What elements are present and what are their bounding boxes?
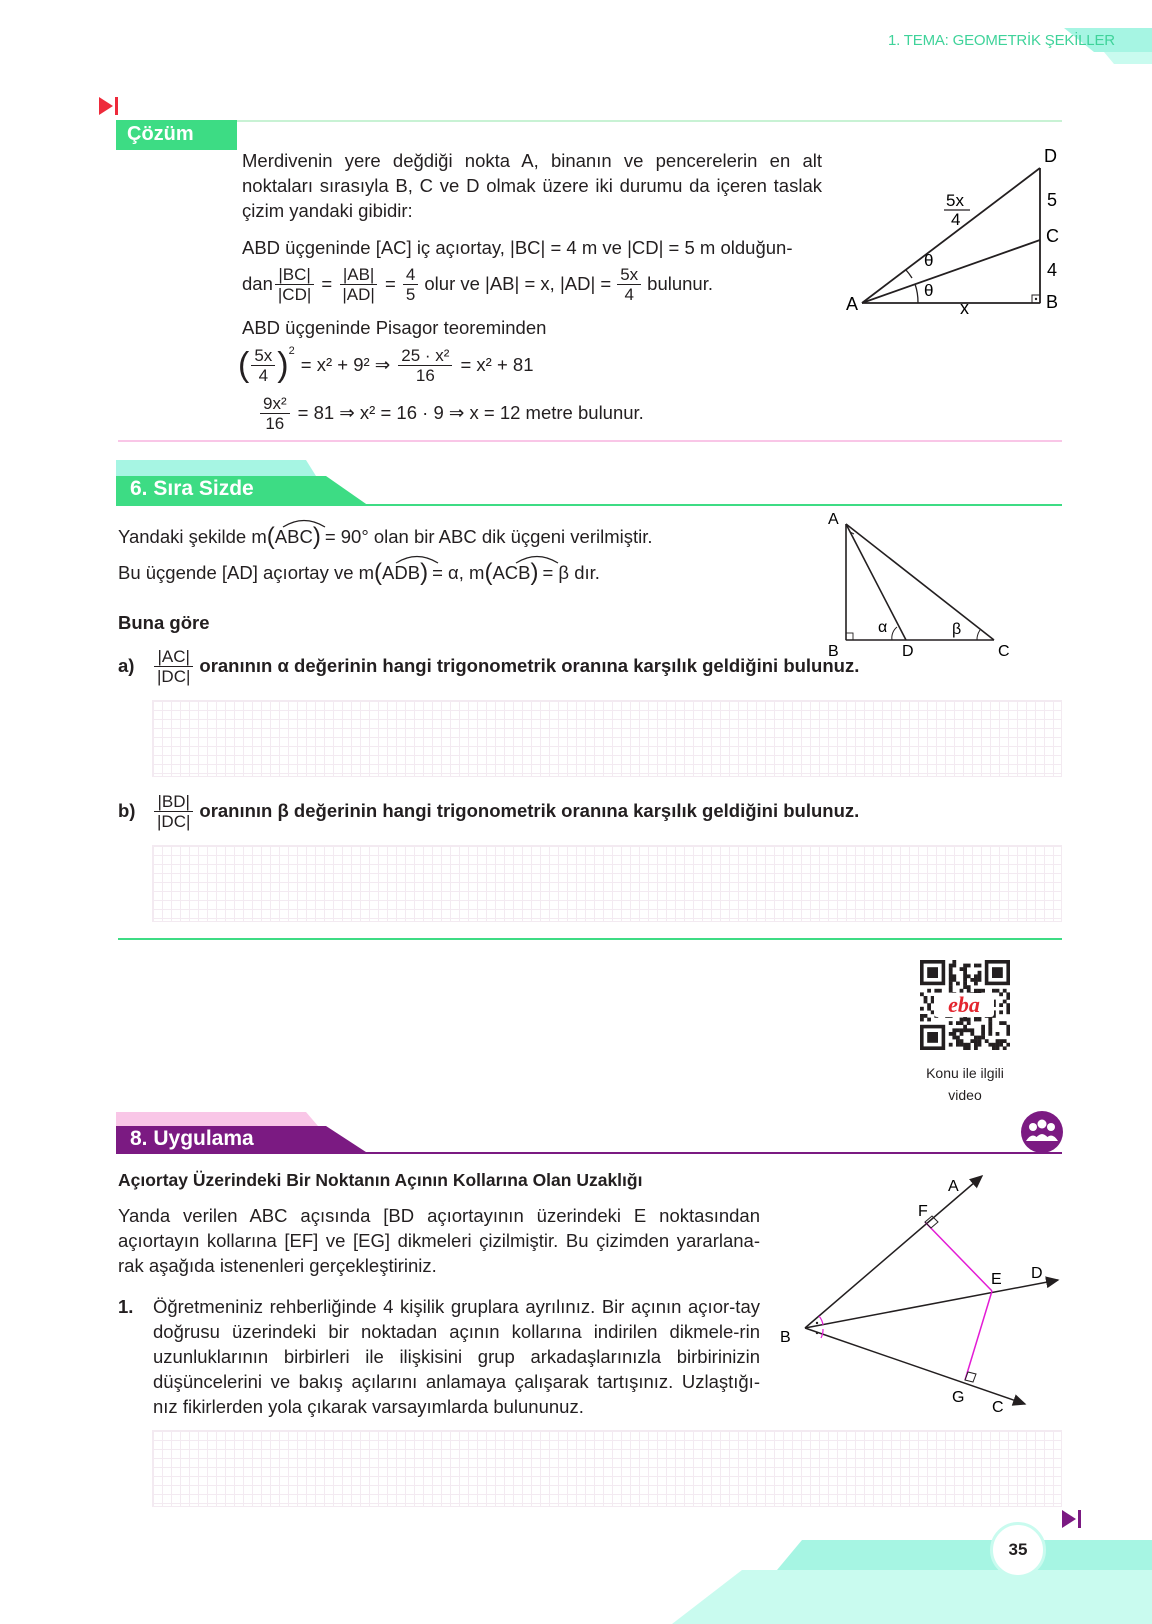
item1-number: 1. bbox=[118, 1296, 134, 1317]
question-a-text: oranının α değerinin hangi trigonometrik oranına karşılık geldiğini bulunuz. bbox=[199, 655, 860, 676]
label-a: A bbox=[828, 511, 839, 528]
segment-ef bbox=[925, 1222, 992, 1291]
label-a: A bbox=[846, 294, 859, 314]
eba-logo bbox=[934, 993, 994, 1017]
label-d: D bbox=[1044, 148, 1057, 166]
label-g: G bbox=[952, 1389, 965, 1406]
equals-sign: = bbox=[316, 273, 338, 294]
section6-line1 bbox=[118, 523, 653, 550]
segment-ac bbox=[862, 240, 1040, 303]
label-e: E bbox=[991, 1271, 1002, 1288]
theme-label: 1. TEMA: GEOMETRİK ŞEKİLLER bbox=[888, 32, 1115, 49]
section6-title: 6. Sıra Sizde bbox=[130, 477, 254, 500]
section6-header-shape bbox=[116, 460, 1066, 508]
text: Yandaki şekilde m bbox=[118, 526, 267, 547]
label-d: D bbox=[1031, 1265, 1043, 1282]
frac-bc-cd bbox=[275, 265, 314, 304]
angle-arc-upper bbox=[906, 270, 912, 278]
frac-num: 25 · x² bbox=[398, 346, 452, 366]
right-angle-mark bbox=[846, 633, 853, 640]
label-theta-lower: θ bbox=[924, 281, 934, 300]
solution-paragraph1: Merdivenin yere değdiği nokta A, binanın ve pencerelerin en alt noktaları sırasıyla B, C ve D olmak üzere iki durumu da içeren taslak çizim yandaki gibidir: bbox=[242, 150, 822, 221]
paren: ( bbox=[484, 559, 493, 586]
label-b: B bbox=[828, 643, 839, 660]
label-cb: 4 bbox=[1047, 260, 1058, 280]
paren: ) bbox=[312, 523, 321, 550]
frac-num: 5x bbox=[617, 265, 641, 285]
eq1-rhs: = x² + 9² ⇒ bbox=[300, 354, 391, 375]
label-ad-num: 5x bbox=[946, 191, 964, 210]
frac-den: |DC| bbox=[157, 811, 191, 831]
paren-close: ) bbox=[277, 346, 289, 384]
footer-shape bbox=[632, 1540, 1152, 1624]
answer-area-8[interactable] bbox=[152, 1430, 1062, 1507]
eq1-tail: = x² + 81 bbox=[460, 354, 534, 375]
answer-area-b[interactable] bbox=[152, 845, 1062, 922]
frac-5x-4-eq bbox=[251, 346, 275, 385]
beta-arc bbox=[977, 630, 980, 640]
frac-num: |BC| bbox=[275, 265, 313, 285]
section6-prompt: Buna göre bbox=[118, 612, 210, 633]
qr-caption-line2: video bbox=[948, 1087, 982, 1103]
segment-ad bbox=[846, 524, 906, 640]
paren-open: ( bbox=[238, 346, 250, 384]
next-page-arrow-icon bbox=[1062, 1508, 1084, 1530]
arrow-marker-icon bbox=[99, 95, 121, 117]
text: Bu üçgende [AD] açıortay ve m bbox=[118, 562, 375, 583]
angle-abc: ABC bbox=[274, 526, 313, 547]
section6-bottom-rule bbox=[118, 938, 1062, 940]
frac-den: |CD| bbox=[277, 284, 312, 304]
label-b: B bbox=[1046, 292, 1059, 312]
ratio-mid: olur ve |AB| = x, |AD| = bbox=[424, 273, 612, 294]
question-b-text: oranının β değerinin hangi trigonometrik oranına karşılık geldiğini bulunuz. bbox=[199, 800, 860, 821]
ratio-prefix: dan bbox=[242, 273, 273, 294]
paren: ( bbox=[374, 559, 383, 586]
section8-item1 bbox=[118, 1294, 760, 1419]
frac-25x2-16 bbox=[398, 346, 452, 385]
eba-logo-text: eba bbox=[948, 992, 980, 1017]
question-a bbox=[118, 640, 859, 692]
label-c: C bbox=[1046, 226, 1059, 246]
text: = 90° olan bir ABC dik üçgeni verilmiştir. bbox=[324, 526, 653, 547]
label-alpha: α bbox=[878, 619, 888, 636]
angle-hat-icon bbox=[281, 518, 327, 528]
angle-hat-icon bbox=[514, 554, 560, 564]
angle-arc-lower bbox=[915, 284, 918, 303]
frac-ab-ad bbox=[339, 265, 377, 304]
ray-bc bbox=[805, 1328, 1025, 1404]
ratio-suffix: bulunur. bbox=[647, 273, 714, 294]
frac-bd-dc bbox=[154, 792, 193, 831]
solution-title: Çözüm bbox=[127, 123, 194, 145]
angle-acb: ACB bbox=[492, 562, 531, 583]
question-a-label: a) bbox=[118, 655, 135, 676]
label-c: C bbox=[992, 1399, 1004, 1416]
paren: ( bbox=[266, 523, 275, 550]
frac-num: |BD| bbox=[154, 792, 192, 812]
section8-header-shape bbox=[116, 1112, 1066, 1160]
frac-num: 5x bbox=[251, 346, 275, 366]
page-number-badge bbox=[990, 1522, 1046, 1578]
section8-subtitle: Açıortay Üzerindeki Bir Noktanın Açının Kollarına Olan Uzaklığı bbox=[118, 1170, 643, 1190]
solution-top-rule bbox=[118, 120, 1062, 122]
eq2-tail: = 81 ⇒ x² = 16 · 9 ⇒ x = 12 metre bulunur. bbox=[297, 402, 644, 423]
segment-eg bbox=[965, 1291, 992, 1380]
segment-ac bbox=[846, 524, 994, 640]
frac-num: 9x² bbox=[260, 394, 290, 414]
text: = β dır. bbox=[542, 562, 600, 583]
solution-eq2 bbox=[258, 390, 858, 436]
angle-bisector-diagram bbox=[780, 1170, 1070, 1420]
paren: ) bbox=[420, 559, 429, 586]
solution-eq1 bbox=[238, 342, 838, 388]
label-d: D bbox=[902, 643, 914, 660]
question-b bbox=[118, 785, 859, 837]
angle-hat-icon bbox=[394, 554, 440, 564]
qr-caption-line1: Konu ile ilgili bbox=[926, 1065, 1004, 1081]
frac-den: 16 bbox=[415, 365, 435, 385]
label-dc: 5 bbox=[1047, 190, 1058, 210]
page-number: 35 bbox=[1008, 1540, 1028, 1559]
group-work-icon bbox=[1020, 1110, 1064, 1154]
frac-den: 16 bbox=[265, 413, 285, 433]
label-b: B bbox=[780, 1329, 791, 1346]
frac-num: |AC| bbox=[154, 647, 192, 667]
ray-bd bbox=[805, 1280, 1058, 1328]
ray-ba bbox=[805, 1176, 982, 1328]
frac-den: |DC| bbox=[157, 666, 191, 686]
solution-line2: ABD üçgeninde [AC] iç açıortay, |BC| = 4 m ve |CD| = 5 m olduğun- bbox=[242, 237, 793, 258]
superscript: 2 bbox=[288, 345, 295, 357]
frac-5x-4 bbox=[617, 265, 641, 304]
solution-line4: ABD üçgeninde Pisagor teoreminden bbox=[242, 317, 547, 338]
paren: ) bbox=[530, 559, 539, 586]
frac-ac-dc bbox=[154, 647, 193, 686]
alpha-arc bbox=[892, 627, 897, 640]
angle-arc-upper bbox=[819, 1316, 823, 1325]
solution-bottom-rule bbox=[118, 440, 1062, 442]
angle-adb: ADB bbox=[382, 562, 421, 583]
solution-ratio-line bbox=[242, 258, 842, 310]
section8-paragraph: Yanda verilen ABC açısında [BD açıortayının üzerindeki E noktasından açıortayın kollarına [EF] ve [EG] dikmeleri çizilmiştir. Bu çizimden yararlana-rak aşağıda istenenleri gerçekleştiriniz. bbox=[118, 1205, 760, 1276]
answer-area-a[interactable] bbox=[152, 700, 1062, 777]
frac-4-5 bbox=[403, 265, 418, 304]
equals-sign: = bbox=[379, 273, 401, 294]
question-b-label: b) bbox=[118, 800, 136, 821]
segment-ad bbox=[862, 168, 1040, 303]
frac-den: |AD| bbox=[342, 284, 375, 304]
section6-triangle-diagram bbox=[822, 510, 1022, 660]
frac-num: |AB| bbox=[340, 265, 378, 285]
section6-line2 bbox=[118, 559, 600, 586]
section8-title: 8. Uygulama bbox=[130, 1127, 254, 1150]
frac-den: 4 bbox=[624, 284, 634, 304]
text: = α, m bbox=[432, 562, 485, 583]
label-c: C bbox=[998, 643, 1010, 660]
solution-title-badge bbox=[116, 120, 237, 150]
frac-9x2-16 bbox=[260, 394, 290, 433]
frac-den: 5 bbox=[405, 284, 416, 304]
label-f: F bbox=[918, 1203, 928, 1220]
header-bar bbox=[0, 0, 1152, 70]
label-ad-den: 4 bbox=[951, 210, 961, 229]
solution-triangle-diagram bbox=[840, 148, 1070, 323]
frac-den: 4 bbox=[258, 365, 269, 385]
label-beta: β bbox=[952, 621, 962, 638]
item1-text: Öğretmeniniz rehberliğinde 4 kişilik gruplara ayrılınız. Bir açının açıor-tay doğrusu üzerindeki bir noktadan açının kollarına indirilen dikmele-rin uzunluklarının birbirleri ile ilişkisini grup arkadaşlarınızla birbirinizin düşüncelerini ve bakış açılarını anlamaya çalışarak tartışınız. Uzlaştığı-nız fikirlerden yola çıkarak varsayımlarda bulununuz. bbox=[153, 1296, 760, 1417]
qr-caption bbox=[910, 1062, 1020, 1106]
label-x: x bbox=[960, 298, 969, 318]
frac-num: 4 bbox=[403, 265, 418, 285]
label-theta-upper: θ bbox=[924, 251, 934, 270]
label-a: A bbox=[948, 1178, 959, 1195]
